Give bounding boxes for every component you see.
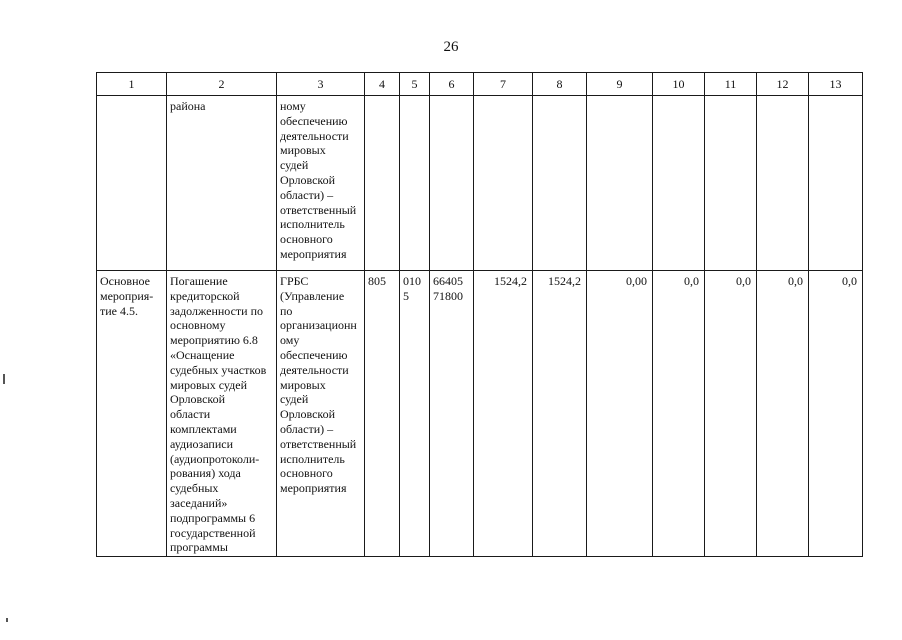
- page-number: 26: [443, 39, 459, 55]
- scan-artifact-mark: [6, 618, 8, 622]
- column-header: 11: [705, 73, 757, 96]
- cell-section-code: [400, 96, 430, 271]
- cell-event-name: [97, 96, 167, 271]
- table-row: [97, 96, 863, 271]
- column-header: 6: [430, 73, 474, 96]
- cell-value: 0,0: [653, 271, 705, 557]
- cell-value: 0,00: [587, 271, 653, 557]
- cell-grbs-code: 805: [365, 271, 400, 557]
- column-header: 1: [97, 73, 167, 96]
- cell-target-code: [430, 96, 474, 271]
- cell-target-code: 66405 71800: [430, 271, 474, 557]
- column-header: 10: [653, 73, 705, 96]
- column-header: 7: [474, 73, 533, 96]
- column-header: 3: [277, 73, 365, 96]
- column-header: 12: [757, 73, 809, 96]
- column-header: 5: [400, 73, 430, 96]
- table-row: [97, 271, 863, 557]
- column-header: 2: [167, 73, 277, 96]
- table-header-row: [97, 73, 863, 96]
- cell-value: 0,0: [757, 271, 809, 557]
- budget-table: [96, 72, 863, 557]
- cell-value: [809, 96, 863, 271]
- cell-value: [705, 96, 757, 271]
- cell-grbs-code: [365, 96, 400, 271]
- cell-value: 0,0: [809, 271, 863, 557]
- cell-section-code: 010 5: [400, 271, 430, 557]
- cell-value: 0,0: [705, 271, 757, 557]
- column-header: 13: [809, 73, 863, 96]
- cell-value: [653, 96, 705, 271]
- cell-description: Погашение кредиторской задолженности по основному мероприятию 6.8 «Оснащение судебных участков мировых судей Орловской области комплектами аудиозаписи (аудиопротоколи- рования) хода судебных заседаний» подпрограммы 6 государственной программы: [167, 271, 277, 557]
- cell-description: района: [167, 96, 277, 271]
- column-header: 8: [533, 73, 587, 96]
- cell-responsible: ному обеспечению деятельности мировых судей Орловской области) – ответственный исполнитель основного мероприятия: [277, 96, 365, 271]
- cell-responsible: ГРБС (Управление по организационн ому обеспечению деятельности мировых судей Орловской области) – ответственный исполнитель основного мероприятия: [277, 271, 365, 557]
- column-header: 9: [587, 73, 653, 96]
- cell-value: 1524,2: [533, 271, 587, 557]
- column-header: 4: [365, 73, 400, 96]
- cell-value: [533, 96, 587, 271]
- cell-value: [757, 96, 809, 271]
- scan-artifact-mark: [3, 374, 5, 384]
- cell-value: [587, 96, 653, 271]
- cell-event-name: Основное мероприя- тие 4.5.: [97, 271, 167, 557]
- cell-value: [474, 96, 533, 271]
- cell-value: 1524,2: [474, 271, 533, 557]
